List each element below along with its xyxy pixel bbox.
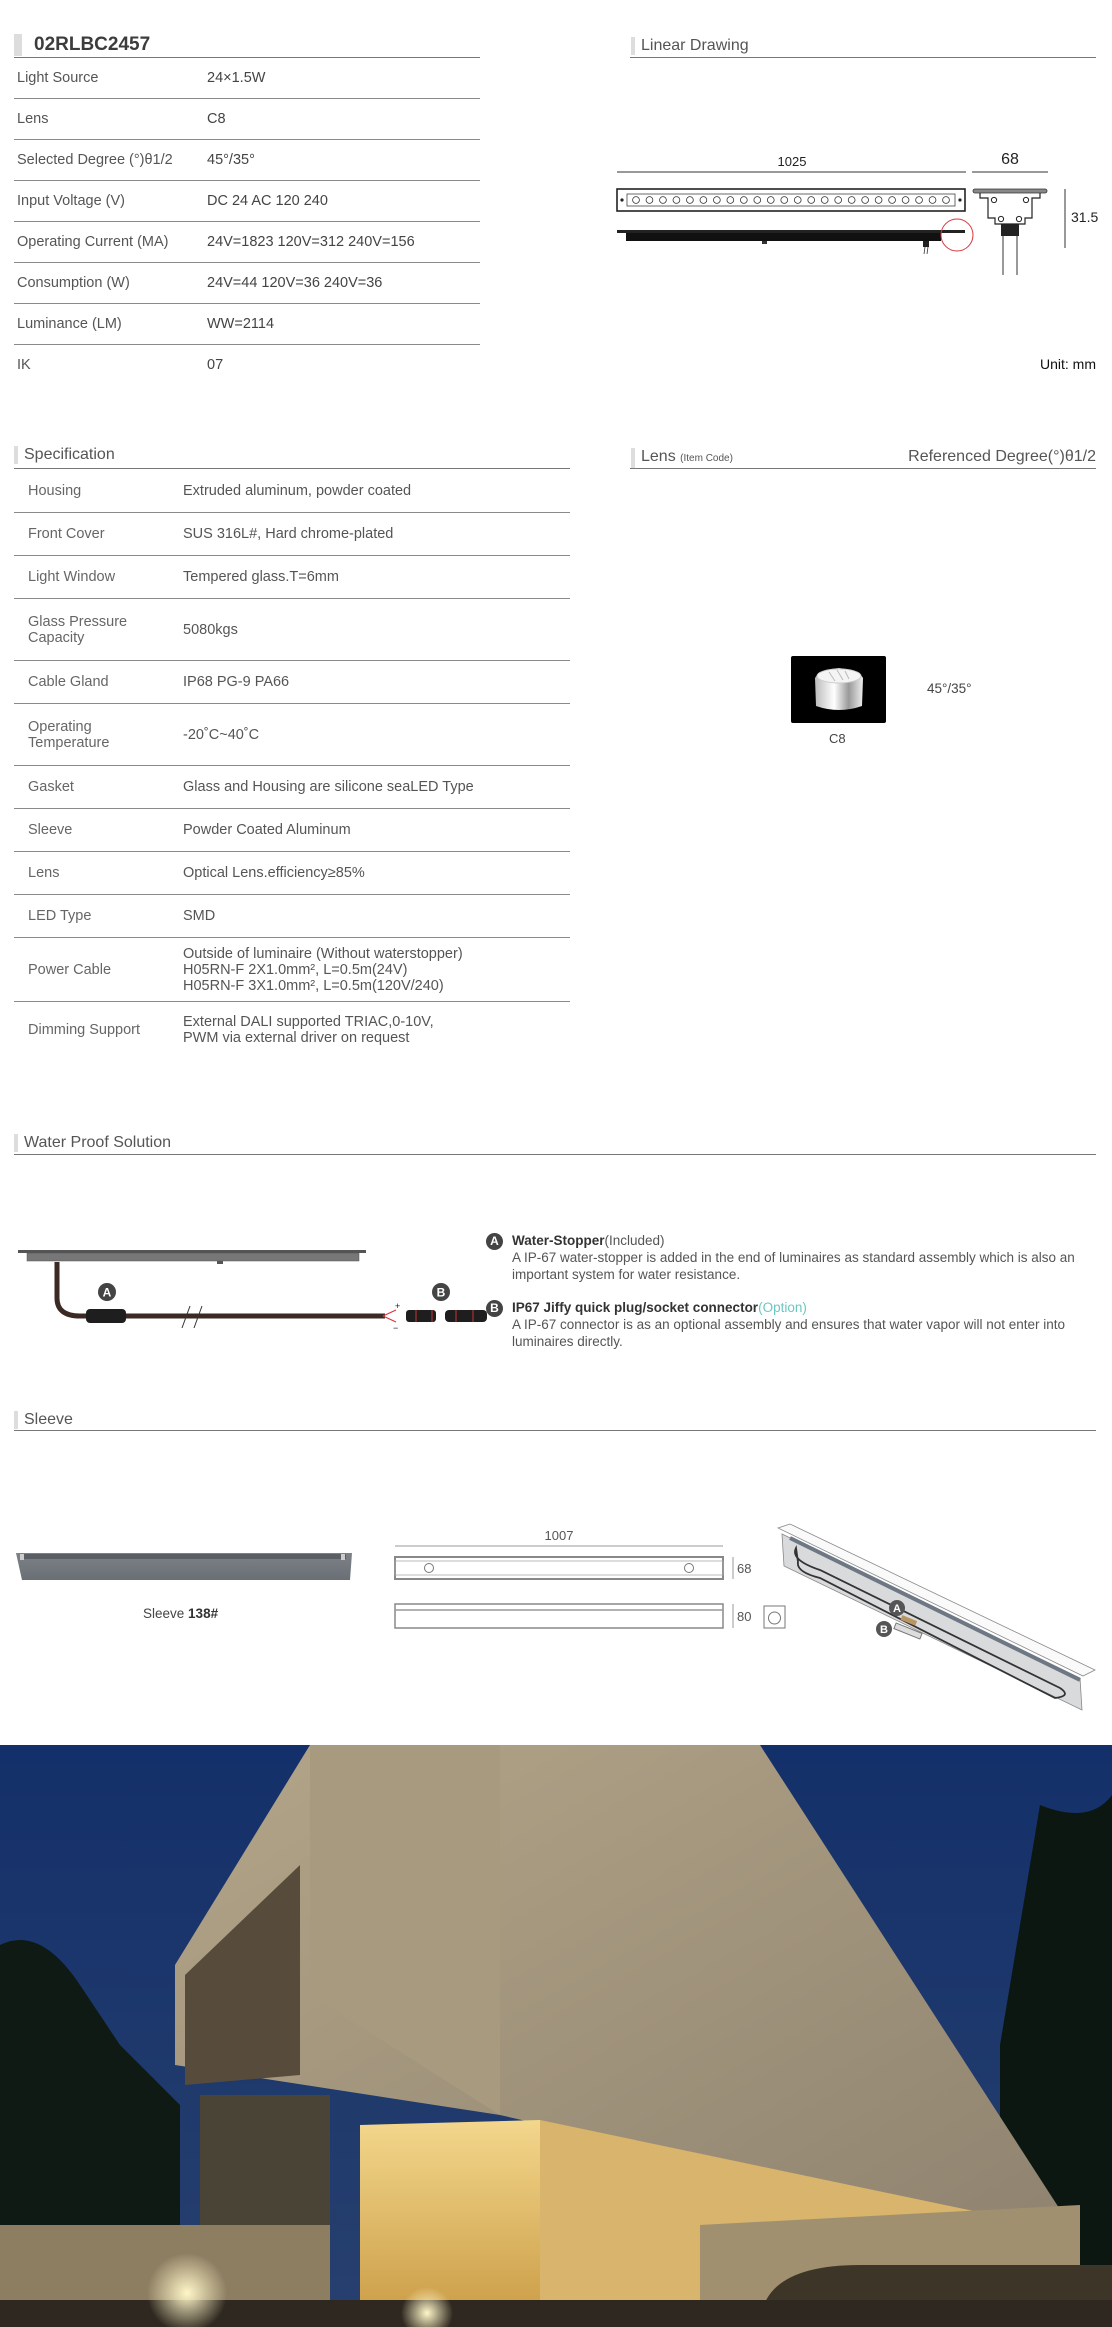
badge-b-icon: B (486, 1300, 503, 1317)
length-dimension: 1025 (777, 154, 807, 169)
spec-row (14, 263, 480, 304)
badge-a-label: A (102, 1285, 112, 1300)
spec-row (14, 599, 570, 661)
spec-label: Power Cable (28, 961, 112, 978)
cross-section-body (980, 193, 1040, 224)
spec-value-line: PWM via external driver on request (183, 1030, 410, 1046)
screw-left (620, 198, 623, 201)
cross-section-top (973, 189, 1047, 193)
lens-degree: 45°/35° (927, 681, 972, 696)
spec-value: Extruded aluminum, powder coated (183, 483, 412, 499)
sleeve-height-dimension: 80 (737, 1609, 752, 1624)
note-title: Water-Stopper (512, 1233, 605, 1248)
lower-wall (200, 2095, 330, 2225)
spec-row (14, 470, 570, 513)
spec-row (14, 345, 480, 385)
spec-value: 24V=1823 120V=312 240V=156 (207, 234, 415, 250)
spec-value: IP68 PG-9 PA66 (183, 674, 290, 690)
spec-value-line: Outside of luminaire (Without waterstopper) (183, 945, 463, 962)
spec-value: DC 24 AC 120 240 (207, 193, 328, 209)
spec-label: IK (17, 357, 31, 373)
sleeve-clip (20, 1554, 24, 1560)
spec-value: 5080kgs (183, 621, 238, 638)
lens-image (791, 656, 886, 723)
spec-row (14, 1002, 570, 1058)
referenced-degree-title: Referenced Degree(°)θ1/2 (908, 448, 1096, 465)
sleeve-clip (341, 1554, 345, 1560)
spec-row (14, 661, 570, 704)
spec-row (14, 556, 570, 599)
cable-gland-side (923, 241, 929, 247)
spec-value: Tempered glass.T=6mm (183, 569, 339, 585)
badge-a-icon: A (486, 1233, 503, 1250)
spec-value: 24×1.5W (207, 70, 266, 86)
water-proof-divider (14, 1154, 1096, 1155)
product-code: 02RLBC2457 (14, 34, 150, 56)
spec-row (14, 99, 480, 140)
spec-label: Cable Gland (28, 674, 109, 690)
sleeve-width-dimension: 68 (737, 1561, 752, 1576)
sleeve-top-view (395, 1557, 723, 1579)
building-night-photo (0, 1745, 1112, 2327)
sleeve-isometric (760, 1510, 1112, 1730)
lens-title: Lens (641, 448, 676, 465)
spec-label: Light Window (28, 569, 116, 585)
spec-row (14, 58, 480, 99)
note-water-stopper (486, 1232, 1086, 1283)
fixture-top-view (617, 189, 965, 211)
spec-value: WW=2114 (207, 316, 275, 332)
spec-label: Lens (28, 865, 60, 881)
connector-socket (445, 1310, 487, 1322)
note-text: A IP-67 connector is as an optional assembly and ensures that water vapor will not enter into luminaires directly. (512, 1317, 1066, 1349)
fixture-body (27, 1253, 359, 1261)
spec-row (14, 852, 570, 895)
water-proof-notes (486, 1232, 1086, 1366)
spec-value: 24V=44 120V=36 240V=36 (207, 275, 383, 291)
detail-marker-circle (941, 219, 973, 251)
spec-value: 07 (207, 357, 224, 373)
note-tag-option: (Option) (758, 1300, 807, 1315)
specification-table (14, 470, 570, 1058)
spec-value: C8 (207, 111, 226, 127)
spec-value: 45°/35° (207, 152, 255, 168)
spec-value-line: H05RN-F 3X1.0mm², L=0.5m(120V/240) (183, 977, 444, 994)
spec-label: Housing (28, 483, 82, 499)
fixture-flange (18, 1250, 366, 1253)
water-stopper (86, 1309, 126, 1323)
spec-value: Powder Coated Aluminum (183, 822, 351, 838)
sleeve-caption (143, 1606, 218, 1621)
fixture-side-flange (617, 230, 965, 233)
cross-cable (1003, 236, 1017, 275)
spec-label: LED Type (28, 908, 92, 924)
spec-label: Selected Degree (°)θ1/2 (17, 152, 173, 168)
spec-value: -20˚C~40˚C (183, 726, 260, 743)
cross-gland (1001, 224, 1019, 236)
badge-b-label: B (436, 1285, 446, 1300)
sleeve-divider (14, 1430, 1096, 1431)
specification-divider (14, 468, 570, 469)
spec-value: SMD (183, 908, 216, 924)
spec-row (14, 895, 570, 938)
lens-title-sub: (Item Code) (680, 453, 733, 464)
spec-row (14, 140, 480, 181)
height-dimension: 31.5 (1071, 209, 1099, 225)
spec-value: Optical Lens.efficiency≥85% (183, 865, 365, 881)
sleeve-channel (20, 1554, 346, 1559)
lens-divider (630, 468, 1096, 469)
spec-label: Operating Current (MA) (17, 234, 169, 250)
spec-row (14, 513, 570, 556)
spec-value (183, 946, 463, 994)
spec-value: Glass and Housing are silicone seaLED Type (183, 779, 474, 795)
specification-title: Specification (14, 446, 115, 464)
spec-row (14, 222, 480, 263)
note-connector (486, 1299, 1086, 1350)
spec-label: Gasket (28, 779, 74, 795)
cross-screw (1023, 197, 1028, 202)
fixture-side-body (626, 233, 941, 241)
iso-badge-b-label: B (880, 1624, 888, 1636)
spec-row (14, 766, 570, 809)
spec-label: Lens (17, 111, 49, 127)
lens-c8-icon (791, 656, 886, 723)
spec-row (14, 704, 570, 766)
spec-label: Luminance (LM) (17, 316, 122, 332)
spec-label: Input Voltage (V) (17, 193, 126, 209)
glass-facade-front (360, 2120, 540, 2327)
spec-label: Glass Pressure Capacity (28, 613, 128, 646)
spec-row (14, 181, 480, 222)
unit-label: Unit: mm (1040, 356, 1096, 372)
note-tag: (Included) (604, 1233, 665, 1248)
plus-terminal: + (395, 1301, 401, 1311)
note-title: IP67 Jiffy quick plug/socket connector (512, 1300, 759, 1315)
sleeve-image (14, 1550, 354, 1590)
sleeve-drawing (380, 1510, 800, 1660)
spec-value (183, 1014, 434, 1046)
lens-item-code: C8 (829, 731, 846, 746)
spec-label: Dimming Support (28, 1022, 141, 1038)
iso-top (778, 1524, 1095, 1676)
spec-label: Operating Temperature (28, 718, 110, 751)
sleeve-side-view (395, 1604, 723, 1628)
sleeve-title: Sleeve (14, 1411, 73, 1429)
iso-channel (790, 1538, 1080, 1680)
spec-row (14, 304, 480, 345)
sleeve-caption-prefix: Sleeve (143, 1606, 185, 1621)
screw-right (958, 198, 961, 201)
spec-value: SUS 316L#, Hard chrome-plated (183, 526, 394, 542)
minus-terminal: − (393, 1323, 399, 1333)
spec-label: Consumption (W) (17, 275, 130, 291)
linear-drawing-title: Linear Drawing (631, 37, 749, 55)
product-spec-table (14, 58, 480, 385)
sleeve-caption-code: 138# (188, 1606, 219, 1621)
spec-row (14, 938, 570, 1002)
iso-badge-a-label: A (893, 1603, 901, 1615)
cross-screw (998, 216, 1003, 221)
spec-label: Sleeve (28, 822, 73, 838)
architecture-photo (0, 1745, 1112, 2327)
sleeve-length-dimension: 1007 (544, 1528, 574, 1543)
iso-side (782, 1534, 1082, 1710)
side-tab (762, 241, 767, 244)
spec-label: Light Source (17, 70, 99, 86)
spec-label: Front Cover (28, 526, 105, 542)
cross-screw (1016, 216, 1021, 221)
cross-screw (991, 197, 996, 202)
lens-section-title (631, 448, 733, 468)
spec-row (14, 809, 570, 852)
note-text: A IP-67 water-stopper is added in the end of luminaires as standard assembly which is also an important system for water resistance. (512, 1250, 1075, 1282)
linear-drawing-divider (630, 57, 1096, 58)
width-dimension: 68 (1001, 151, 1019, 168)
water-proof-title: Water Proof Solution (14, 1134, 171, 1152)
spec-value-line: H05RN-F 2X1.0mm², L=0.5m(24V) (183, 961, 408, 978)
cable-wires (924, 247, 928, 254)
spec-value-line: External DALI supported TRIAC,0-10V, (183, 1014, 434, 1030)
linear-drawing-figure (600, 140, 1112, 280)
fixture-tab (217, 1261, 223, 1264)
water-proof-diagram (0, 1230, 500, 1350)
